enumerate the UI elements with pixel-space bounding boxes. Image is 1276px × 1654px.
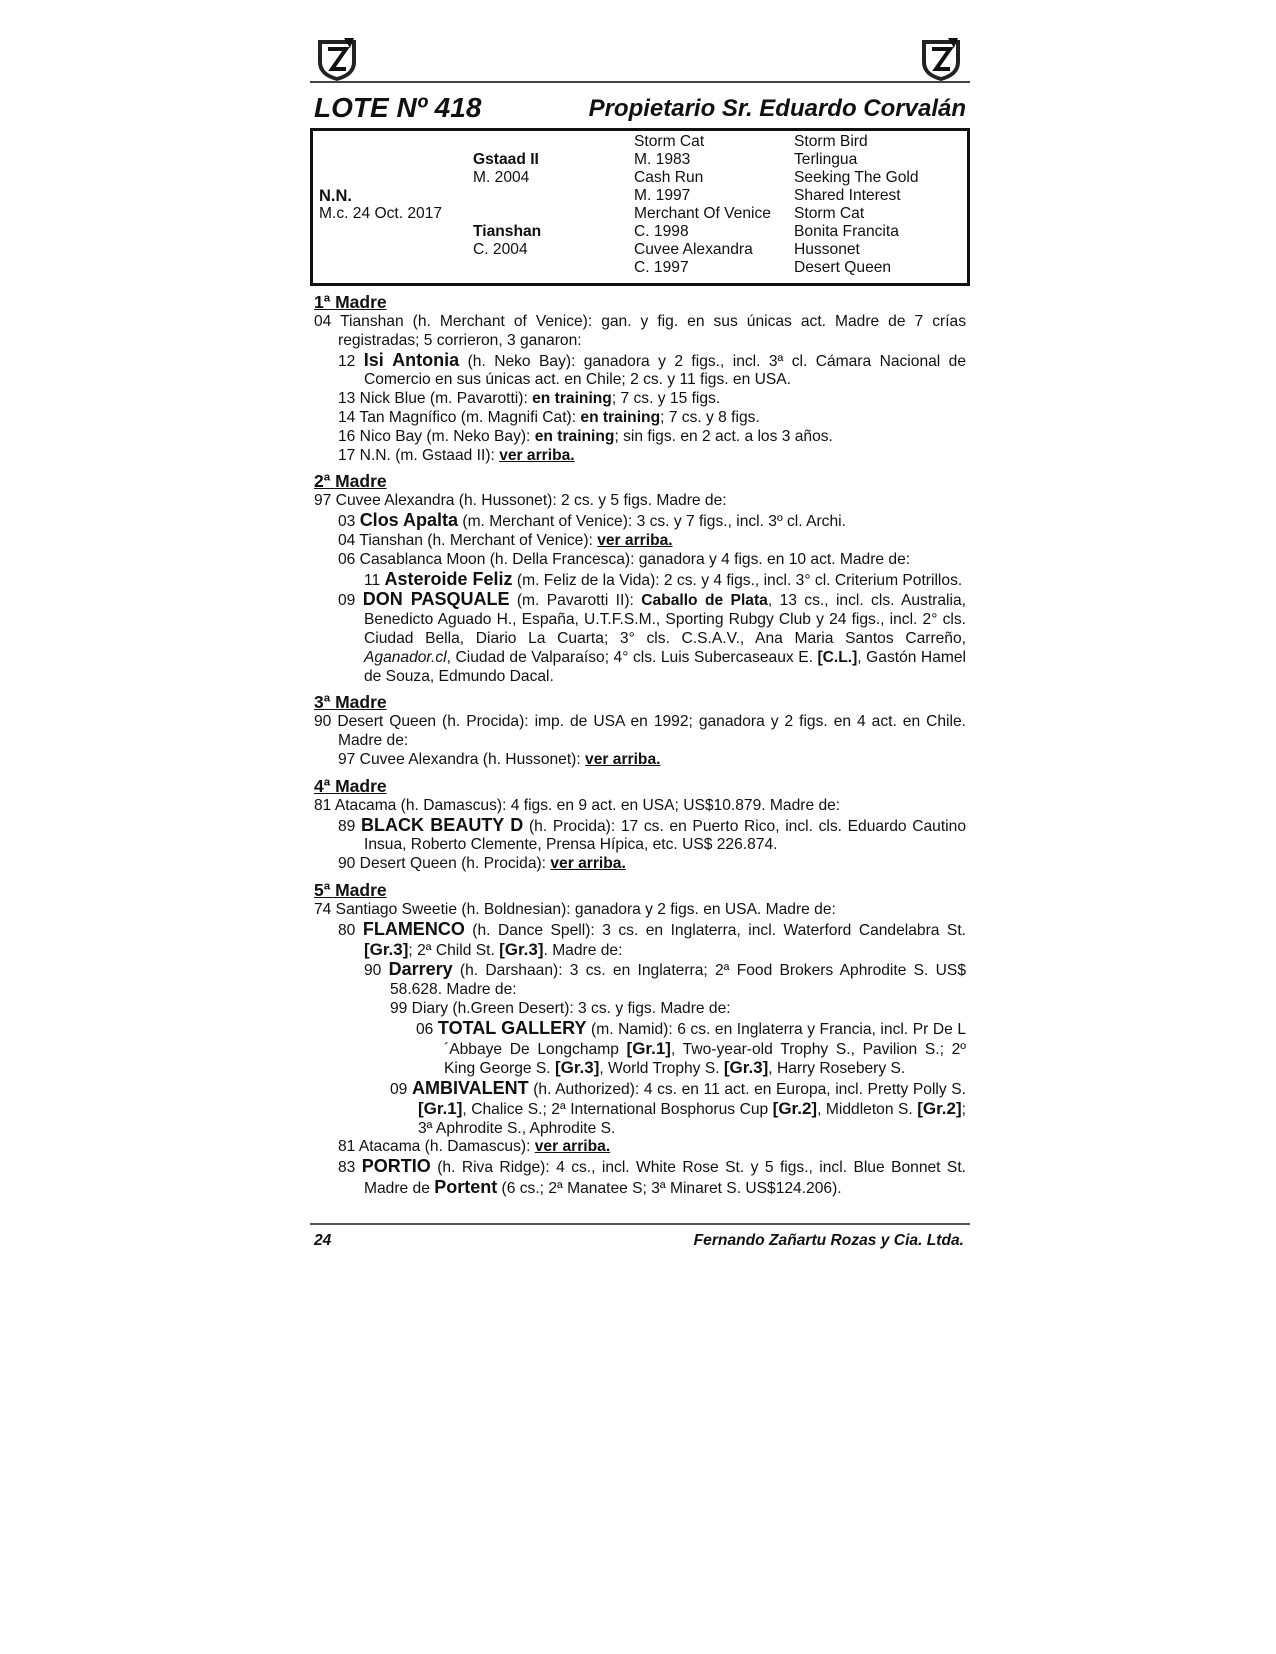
entry-text: (h. Neko Bay): ganadora y 2 figs., incl. 3ª cl. Cámara Nacional de Comercio en sus únicas act. en Chile; 2 cs. y 11 figs. en USA. <box>364 352 967 389</box>
offspring-entry <box>310 590 966 686</box>
entry-text: 04 Tianshan (h. Merchant of Venice): gan. y fig. en sus únicas act. Madre de 7 crías registradas; 5 corrieron, 3 ganaron: <box>314 313 966 349</box>
offspring-entry <box>310 428 966 447</box>
sire-info: M. 2004 <box>473 169 530 186</box>
training-status: en training <box>534 427 615 445</box>
see-above-reference: ver arriba. <box>585 750 661 768</box>
offspring-entry <box>310 511 966 532</box>
entry-year: 09 <box>390 1081 412 1099</box>
pedigree-table <box>310 128 970 286</box>
offspring-entry <box>310 532 966 551</box>
zig-zag-z-logo-icon <box>918 34 964 82</box>
entry-text: (h. Procida): 17 cs. en Puerto Rico, incl. cls. Eduardo Cautino Insua, Roberto Clemente, Prensa Hípica, etc. US$ 226.874. <box>364 817 966 854</box>
grandparent-info: M. 1983 <box>634 151 691 168</box>
section-heading: 1ª Madre <box>314 292 387 312</box>
offspring-entry <box>310 409 966 428</box>
dam-entry <box>310 797 966 816</box>
race-grade: [Gr.1] <box>418 1098 463 1118</box>
horse-name: Isi Antonia <box>363 349 460 370</box>
entry-text: (m. Feliz de la Vida): 2 cs. y 4 figs., incl. 3° cl. Criterium Potrillos. <box>512 571 963 589</box>
entry-text: , Gastón Hamel de Souza, Edmundo Dacal. <box>364 648 966 685</box>
entry-year: 09 <box>338 592 363 610</box>
great-grandparent: Desert Queen <box>794 259 892 276</box>
race-grade: [Gr.3] <box>723 1058 769 1078</box>
entry-text: , World Trophy S. <box>599 1060 724 1078</box>
section-heading: 3ª Madre <box>314 692 387 713</box>
section-heading: 5ª Madre <box>314 879 387 900</box>
subject-name: N.N. <box>319 187 352 205</box>
dam-entry <box>310 492 966 511</box>
entry-text: , Middleton S. <box>817 1100 918 1118</box>
race-grade: [Gr.3] <box>499 939 544 959</box>
entry-text: ; 2ª Child St. <box>408 941 500 959</box>
owner-title: Propietario Sr. Eduardo Corvalán <box>588 95 966 122</box>
section-heading: 2ª Madre <box>314 471 387 492</box>
section-heading: 4ª Madre <box>314 775 387 796</box>
entry-text: ; sin figs. en 2 act. a los 3 años. <box>614 427 833 445</box>
subject-info: M.c. 24 Oct. 2017 <box>319 205 443 222</box>
entry-text: 17 N.N. (m. Gstaad II): <box>338 446 500 464</box>
offspring-entry <box>310 751 966 770</box>
dam-entry <box>310 713 966 751</box>
zig-zag-z-logo-icon <box>314 34 360 82</box>
grandparent-name: Cuvee Alexandra <box>634 241 753 258</box>
entry-text: , Ciudad de Valparaíso; 4° cls. Luis Subercaseaux E. <box>446 648 818 666</box>
grandparent-name: Cash Run <box>634 169 704 186</box>
offspring-entry <box>310 390 966 409</box>
section-fourth-dam <box>310 776 970 874</box>
entry-text: ; 3ª Aphrodite S., Aphrodite S. <box>418 1100 966 1137</box>
header-rule <box>310 81 970 83</box>
entry-year: 11 <box>364 571 385 589</box>
entry-year: 12 <box>338 352 364 370</box>
entry-text: ; 7 cs. y 8 figs. <box>660 408 760 426</box>
training-status: en training <box>580 408 661 426</box>
offspring-entry <box>310 1138 966 1157</box>
catalog-page <box>310 34 970 1199</box>
entry-text: 14 Tan Magnífico (m. Magnifi Cat): <box>338 408 581 426</box>
great-grandparent: Seeking The Gold <box>794 169 919 186</box>
sire-name: Gstaad II <box>473 151 539 168</box>
entry-text: (h. Dance Spell): 3 cs. en Inglaterra, incl. Waterford Candelabra St. <box>464 921 966 939</box>
race-grade: [Gr.3] <box>364 939 409 959</box>
entry-year: 89 <box>338 817 361 835</box>
great-grandparent: Terlingua <box>794 151 858 168</box>
see-above-reference: ver arriba. <box>499 446 575 464</box>
offspring-entry <box>310 1079 966 1138</box>
dam-entry <box>310 313 966 351</box>
race-grade: [Gr.2] <box>772 1098 818 1118</box>
great-grandparent: Storm Bird <box>794 133 868 150</box>
entry-text: , Harry Rosebery S. <box>768 1060 906 1078</box>
offspring-entry <box>310 1019 966 1079</box>
lot-title: LOTE Nº 418 <box>314 92 482 123</box>
entry-text: (m. Pavarotti II): <box>509 592 642 610</box>
entry-text: 04 Tianshan (h. Merchant of Venice): <box>338 531 598 549</box>
offspring-entry <box>310 920 966 961</box>
entry-text: 81 Atacama (h. Damascus): 4 figs. en 9 act. en USA; US$10.879. Madre de: <box>314 796 841 814</box>
training-status: en training <box>532 390 612 408</box>
great-grandparent: Shared Interest <box>794 187 901 204</box>
horse-name: Portent <box>434 1177 498 1198</box>
race-grade: [Gr.3] <box>554 1058 600 1078</box>
entry-year: 80 <box>338 921 363 939</box>
entry-text: 90 Desert Queen (h. Procida): imp. de USA en 1992; ganadora y 2 figs. en 4 act. en Chile. Madre de: <box>314 713 966 750</box>
entry-text: 16 Nico Bay (m. Neko Bay): <box>338 427 535 445</box>
horse-name: Darrery <box>388 959 453 980</box>
entry-text: 13 Nick Blue (m. Pavarotti): <box>338 390 533 408</box>
entry-text: , Two-year-old Trophy S., Pavilion S.; 2º King George S. <box>444 1040 966 1078</box>
grandparent-info: M. 1997 <box>634 187 691 204</box>
race-name-italic: Aganador.cl <box>364 648 447 666</box>
offspring-entry <box>310 570 966 591</box>
grandparent-name: Storm Cat <box>634 133 705 150</box>
page-footer <box>310 1223 970 1249</box>
horse-name: Clos Apalta <box>359 510 459 531</box>
race-grade: [Gr.1] <box>626 1038 671 1058</box>
entry-year: 03 <box>338 513 360 531</box>
entry-text: (m. Merchant of Venice): 3 cs. y 7 figs., incl. 3º cl. Archi. <box>458 513 846 531</box>
horse-name: TOTAL GALLERY <box>437 1017 587 1038</box>
horse-name: BLACK BEAUTY D <box>361 814 524 835</box>
entry-year: 90 <box>364 962 389 980</box>
race-grade: [Gr.2] <box>917 1098 962 1118</box>
award-title: Caballo de Plata <box>641 592 768 610</box>
entry-text: ; 7 cs. y 15 figs. <box>611 390 721 408</box>
see-above-reference: ver arriba. <box>550 855 626 873</box>
entry-text: 99 Diary (h.Green Desert): 3 cs. y figs. Madre de: <box>390 999 731 1017</box>
section-third-dam <box>310 692 970 769</box>
title-row <box>310 84 970 130</box>
see-above-reference: ver arriba. <box>597 531 673 549</box>
horse-name: FLAMENCO <box>362 918 465 939</box>
entry-text: (m. Namid): 6 cs. en Inglaterra y Francia, incl. Pr De L´Abbaye De Longchamp <box>444 1020 967 1058</box>
entry-text: 81 Atacama (h. Damascus): <box>338 1138 535 1156</box>
offspring-entry <box>310 551 966 570</box>
offspring-entry <box>310 447 966 466</box>
horse-name: PORTIO <box>361 1156 431 1177</box>
entry-text: (h. Riva Ridge): 4 cs., incl. White Rose St. y 5 figs., incl. Blue Bonnet St. Madre de <box>364 1159 966 1198</box>
section-second-dam <box>310 471 970 686</box>
entry-text: , 13 cs., incl. cls. Australia, Benedicto Aguado H., España, U.T.F.S.M., Sporting Rubgy Club y 24 figs., incl. 2° cls. Ciudad Bella, Diario La Cuarta; 3° cls. C.S.A.V., Ana Maria Santos Carreño, <box>364 592 966 647</box>
horse-name: Asteroide Feliz <box>384 568 513 589</box>
entry-text: (h. Darshaan): 3 cs. en Inglaterra; 2ª Food Brokers Aphrodite S. US$ 58.628. Madre de: <box>390 962 966 999</box>
entry-text: (6 cs.; 2ª Manatee S; 3ª Minaret S. US$124.206). <box>497 1180 842 1198</box>
entry-text: , Chalice S.; 2ª International Bosphorus Cup <box>462 1100 773 1118</box>
grandparent-name: Merchant Of Venice <box>634 205 771 222</box>
great-grandparent: Bonita Francita <box>794 223 899 240</box>
offspring-entry <box>310 351 966 391</box>
entry-text: . Madre de: <box>543 941 623 959</box>
grandparent-info: C. 1998 <box>634 223 689 240</box>
entry-text: (h. Authorized): 4 cs. en 11 act. en Europa, incl. Pretty Polly S. <box>528 1081 967 1099</box>
page-number: 24 <box>314 1232 332 1249</box>
see-above-reference: ver arriba. <box>534 1138 611 1156</box>
entry-text: 06 Casablanca Moon (h. Della Francesca): ganadora y 4 figs. en 10 act. Madre de: <box>338 550 911 568</box>
firm-name: Fernando Zañartu Rozas y Cia. Ltda. <box>693 1232 964 1249</box>
entry-text: 97 Cuvee Alexandra (h. Hussonet): 2 cs. y 5 figs. Madre de: <box>314 492 727 510</box>
offspring-entry <box>310 1000 966 1019</box>
entry-text: 74 Santiago Sweetie (h. Boldnesian): ganadora y 2 figs. en USA. Madre de: <box>314 900 836 918</box>
entry-year: 83 <box>338 1159 362 1177</box>
entry-year: 06 <box>416 1020 438 1038</box>
entry-text: 97 Cuvee Alexandra (h. Hussonet): <box>338 750 586 768</box>
offspring-entry <box>310 816 966 856</box>
horse-name: AMBIVALENT <box>411 1078 529 1099</box>
logo-row <box>310 34 970 82</box>
great-grandparent: Storm Cat <box>794 205 865 222</box>
dam-entry <box>310 901 966 920</box>
offspring-entry <box>310 1157 966 1199</box>
entry-text: 90 Desert Queen (h. Procida): <box>338 855 551 873</box>
horse-name: DON PASQUALE <box>362 589 510 610</box>
offspring-entry <box>310 960 966 1000</box>
section-first-dam <box>310 292 970 465</box>
grandparent-info: C. 1997 <box>634 259 689 276</box>
dam-name: Tianshan <box>473 223 542 240</box>
race-grade: [C.L.] <box>817 648 858 666</box>
dam-info: C. 2004 <box>473 241 528 258</box>
offspring-entry <box>310 855 966 874</box>
great-grandparent: Hussonet <box>794 241 860 258</box>
section-fifth-dam <box>310 880 970 1199</box>
